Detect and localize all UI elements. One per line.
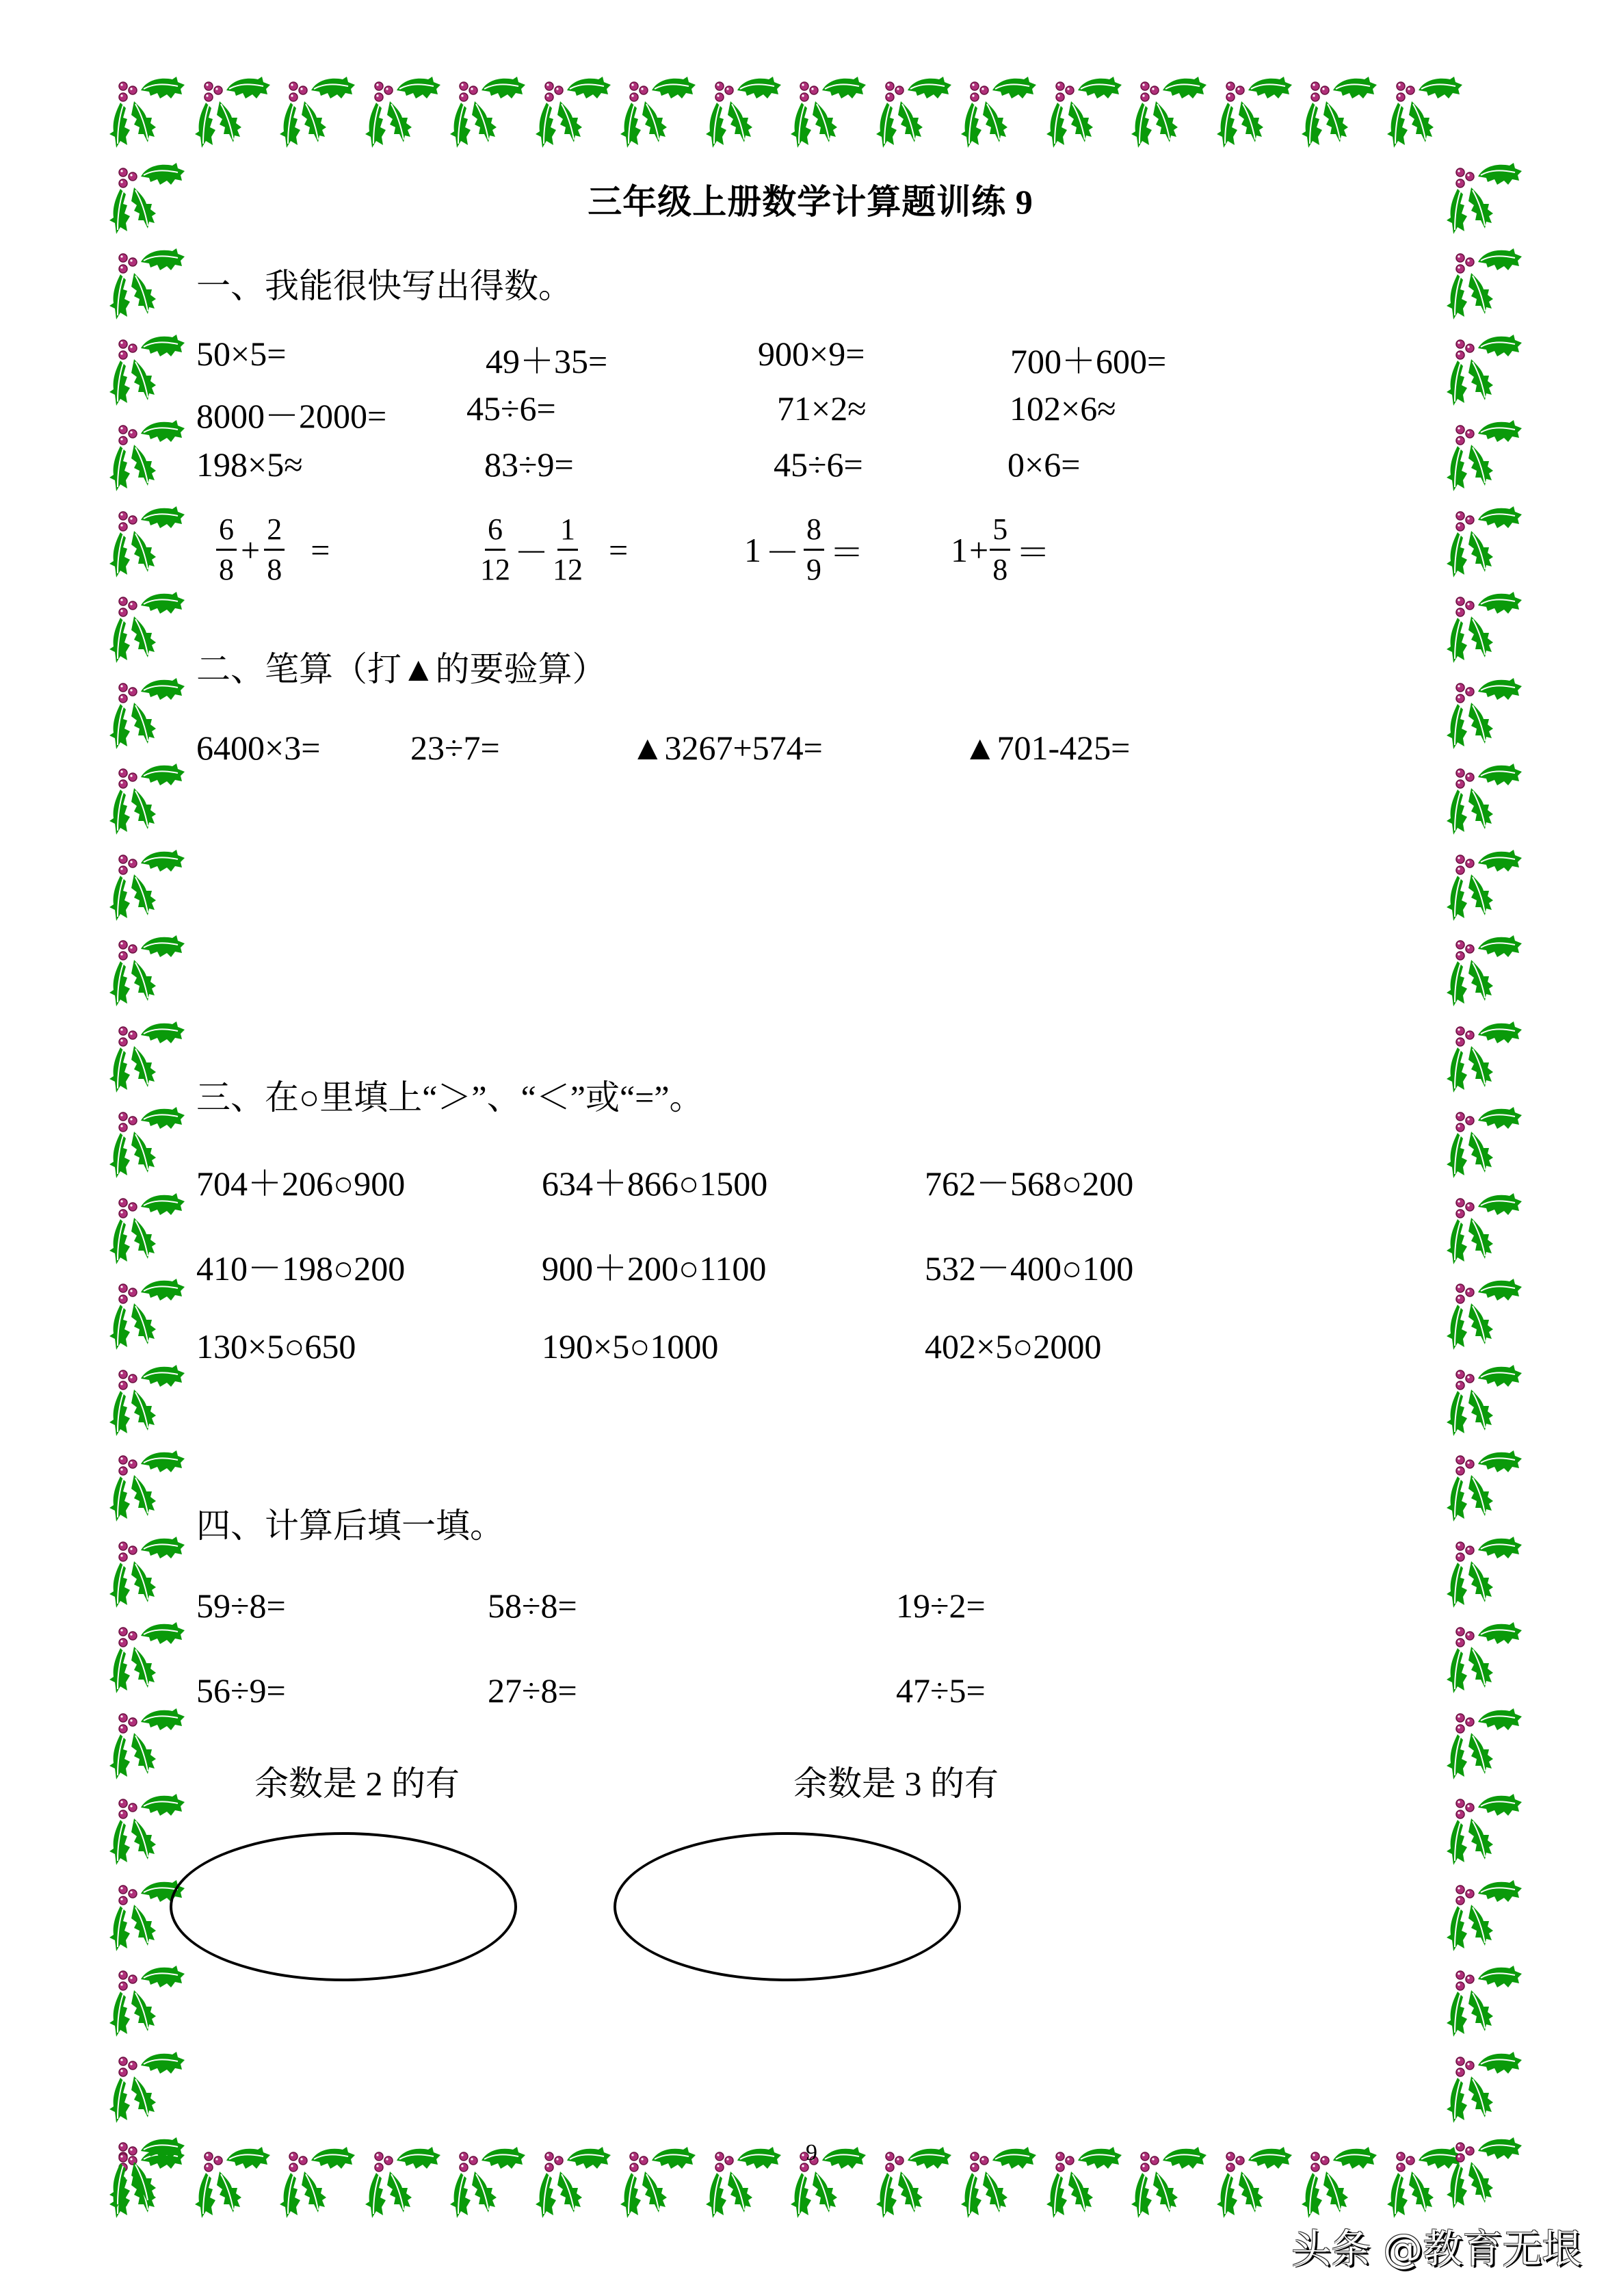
holly-icon — [522, 2133, 611, 2219]
holly-icon — [1433, 406, 1522, 492]
whole-number: 1 — [951, 530, 968, 569]
s1-r1-c2: 49＋35= — [486, 342, 608, 380]
numerator: 2 — [264, 514, 285, 551]
holly-icon — [607, 2133, 696, 2219]
holly-icon — [1433, 1437, 1522, 1522]
s4-r2-c3: 47÷5= — [896, 1671, 986, 1710]
section1-heading: 一、我能很快写出得数。 — [196, 267, 572, 305]
holly-icon — [1433, 321, 1522, 406]
fraction — [264, 514, 285, 585]
holly-icon — [777, 63, 866, 148]
equals: = — [609, 530, 629, 569]
holly-icon — [96, 1952, 185, 2037]
holly-icon — [1433, 1008, 1522, 1093]
denominator: 8 — [267, 553, 282, 586]
operator: － — [514, 533, 549, 572]
s4-r1-c2: 58÷8= — [488, 1587, 577, 1625]
holly-icon — [1118, 63, 1207, 148]
holly-icon — [96, 1008, 185, 1093]
holly-icon — [1203, 63, 1292, 148]
s2-item-4: ▲701-425= — [963, 729, 1131, 767]
holly-icon — [96, 1437, 185, 1522]
holly-icon — [352, 2133, 440, 2219]
fraction — [990, 514, 1010, 585]
s2-item-2: 23÷7= — [410, 729, 500, 767]
s1-r1-c4: 700＋600= — [1010, 342, 1167, 380]
s1-r3-c1: 198×5≈ — [196, 445, 303, 484]
fraction — [480, 514, 510, 585]
s4-r1-c3: 19÷2= — [896, 1587, 986, 1625]
fraction — [804, 514, 824, 585]
holly-icon — [1033, 2133, 1122, 2219]
equals: ＝ — [830, 533, 864, 572]
holly-icon — [96, 63, 185, 148]
s1-r1-c1: 50×5= — [196, 335, 287, 373]
s1-r3-c2: 83÷9= — [484, 445, 574, 484]
section4-heading: 四、计算后填一填。 — [196, 1506, 504, 1545]
holly-icon — [1373, 63, 1462, 148]
numerator: 8 — [804, 514, 824, 551]
holly-icon — [96, 836, 185, 922]
holly-icon — [96, 750, 185, 835]
fraction-expr-4 — [951, 514, 1050, 585]
s4-r2-c1: 56÷9= — [196, 1671, 286, 1710]
holly-icon — [96, 2038, 185, 2124]
holly-icon — [436, 2133, 525, 2219]
fraction — [216, 514, 237, 585]
holly-icon — [862, 63, 951, 148]
holly-icon — [1433, 1093, 1522, 1179]
holly-icon — [181, 63, 270, 148]
numerator: 1 — [557, 514, 578, 551]
holly-icon — [1433, 1780, 1522, 1866]
holly-icon — [777, 2133, 866, 2219]
holly-icon — [947, 2133, 1036, 2219]
s3-r2-c1: 410－198○200 — [196, 1249, 406, 1288]
operator: － — [765, 533, 800, 572]
s1-r2-c4: 102×6≈ — [1010, 389, 1116, 428]
page-title: 三年级上册数学计算题训练 9 — [588, 183, 1033, 221]
remainder-2-label: 余数是 2 的有 — [254, 1764, 460, 1803]
holly-icon — [1433, 750, 1522, 835]
holly-icon — [1433, 493, 1522, 578]
holly-icon — [1288, 63, 1377, 148]
s1-r1-c3: 900×9= — [758, 335, 865, 373]
answer-ellipse-remainder-2[interactable] — [170, 1832, 517, 1981]
s3-r3-c3: 402×5○2000 — [925, 1327, 1102, 1366]
holly-icon — [181, 2133, 270, 2219]
fraction-expr-3 — [744, 514, 864, 585]
holly-icon — [1433, 1265, 1522, 1351]
s4-r2-c2: 27÷8= — [488, 1671, 577, 1710]
holly-icon — [1433, 2124, 1522, 2209]
holly-icon — [522, 63, 611, 148]
holly-icon — [96, 1608, 185, 1694]
holly-icon — [1033, 63, 1122, 148]
holly-icon — [692, 2133, 781, 2219]
s1-r3-c4: 0×6= — [1007, 445, 1081, 484]
holly-icon — [1433, 664, 1522, 750]
numerator: 5 — [990, 514, 1010, 551]
s2-item-1: 6400×3= — [196, 729, 321, 767]
answer-ellipse-remainder-3[interactable] — [614, 1832, 961, 1981]
holly-icon — [96, 1265, 185, 1351]
holly-icon — [1433, 836, 1522, 922]
holly-icon — [1433, 578, 1522, 664]
holly-icon — [1433, 1523, 1522, 1608]
s3-r3-c2: 190×5○1000 — [542, 1327, 719, 1366]
holly-icon — [96, 2124, 185, 2209]
s1-r3-c3: 45÷6= — [774, 445, 863, 484]
holly-icon — [1433, 1608, 1522, 1694]
holly-icon — [266, 63, 355, 148]
holly-icon — [1433, 1351, 1522, 1437]
section2-heading: 二、笔算（打▲的要验算） — [196, 650, 607, 688]
denominator: 12 — [553, 553, 583, 586]
s4-r1-c1: 59÷8= — [196, 1587, 286, 1625]
s3-r2-c2: 900＋200○1100 — [542, 1249, 767, 1288]
holly-icon — [96, 493, 185, 578]
denominator: 9 — [806, 553, 821, 586]
denominator: 12 — [480, 553, 510, 586]
holly-icon — [96, 1523, 185, 1608]
holly-icon — [96, 1179, 185, 1265]
holly-icon — [96, 1780, 185, 1866]
holly-icon — [96, 406, 185, 492]
holly-icon — [96, 321, 185, 406]
holly-icon — [96, 664, 185, 750]
numerator: 6 — [216, 514, 237, 551]
fraction — [553, 514, 583, 585]
holly-icon — [96, 922, 185, 1007]
whole-number: 1 — [744, 530, 761, 569]
holly-icon — [947, 63, 1036, 148]
holly-icon — [1433, 1866, 1522, 1952]
equals: = — [311, 530, 330, 569]
s3-r1-c3: 762－568○200 — [925, 1164, 1134, 1203]
holly-icon — [1433, 235, 1522, 320]
holly-icon — [96, 1695, 185, 1780]
remainder-3-label: 余数是 3 的有 — [793, 1764, 999, 1803]
s3-r1-c2: 634＋866○1500 — [542, 1164, 768, 1203]
holly-icon — [436, 63, 525, 148]
holly-icon — [96, 578, 185, 664]
holly-icon — [1433, 1952, 1522, 2037]
holly-icon — [1203, 2133, 1292, 2219]
fraction-expr-1 — [216, 514, 330, 585]
holly-icon — [1118, 2133, 1207, 2219]
holly-icon — [1433, 922, 1522, 1007]
holly-icon — [1433, 1179, 1522, 1265]
holly-icon — [96, 235, 185, 320]
holly-icon — [1433, 2038, 1522, 2124]
page-number: 9 — [806, 2140, 817, 2165]
holly-icon — [96, 1093, 185, 1179]
section3-heading: 三、在○里填上“＞”、“＜”或“=”。 — [196, 1078, 704, 1117]
holly-icon — [692, 63, 781, 148]
s3-r3-c1: 130×5○650 — [196, 1327, 356, 1366]
operator: + — [241, 530, 261, 569]
holly-icon — [862, 2133, 951, 2219]
holly-icon — [1433, 1695, 1522, 1780]
s1-r2-c2: 45÷6= — [466, 389, 556, 428]
holly-icon — [607, 63, 696, 148]
s3-r2-c3: 532－400○100 — [925, 1249, 1134, 1288]
equals: ＝ — [1016, 533, 1051, 572]
operator: + — [969, 530, 989, 569]
watermark: 头条 @教育无垠 — [1291, 2226, 1582, 2272]
s1-r2-c3: 71×2≈ — [777, 389, 867, 428]
fraction-expr-2 — [480, 514, 628, 585]
holly-icon — [96, 1351, 185, 1437]
denominator: 8 — [992, 553, 1008, 586]
s3-r1-c1: 704＋206○900 — [196, 1164, 406, 1203]
s2-item-3: ▲3267+574= — [631, 729, 823, 767]
s1-r2-c1: 8000－2000= — [196, 397, 387, 435]
holly-icon — [1288, 2133, 1377, 2219]
holly-icon — [266, 2133, 355, 2219]
numerator: 6 — [485, 514, 505, 551]
holly-icon — [352, 63, 440, 148]
denominator: 8 — [219, 553, 234, 586]
